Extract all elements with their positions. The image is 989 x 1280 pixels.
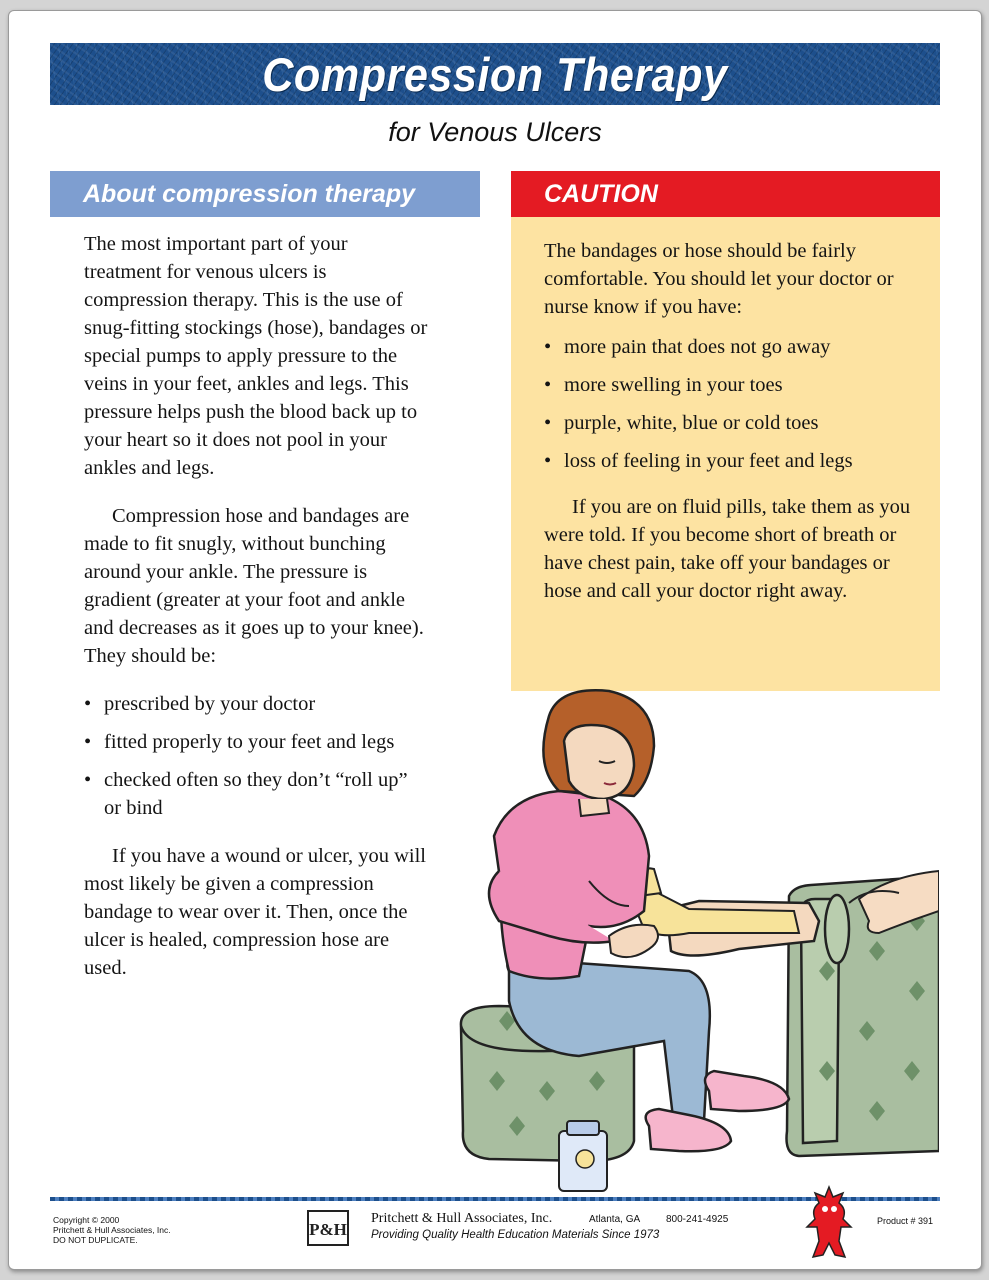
copyright-line: Pritchett & Hull Associates, Inc. bbox=[53, 1225, 171, 1235]
company-city: Atlanta, GA bbox=[589, 1214, 641, 1225]
caution-outro: If you are on fluid pills, take them as you were told. If you become short of breath or have chest pain, take off your bandages or hose and call your doctor right away. bbox=[544, 496, 911, 602]
about-paragraph-3: If you have a wound or ulcer, you will most likely be given a compression bandage to wear over it. Then, once the ulcer is healed, compression hose are used. bbox=[84, 845, 426, 979]
nurse-wrapping-foot-illustration bbox=[439, 671, 939, 1201]
powder-bottle-icon bbox=[559, 1121, 607, 1191]
copyright-block bbox=[53, 1215, 253, 1245]
ph-logo-icon bbox=[306, 1209, 354, 1249]
caution-heading: CAUTION bbox=[544, 180, 658, 208]
about-paragraph-1: The most important part of your treatment for venous ulcers is compression therapy. This is the use of snug-fitting stockings (hose), bandages or special pumps to apply pressure to the veins in your feet, ankles and legs. This pressure helps push the blood back up to your heart so it does not pool in your ankles and legs. bbox=[84, 233, 428, 479]
copyright-line: Copyright © 2000 bbox=[53, 1215, 120, 1225]
nurse-hands-icon bbox=[609, 925, 658, 957]
about-body bbox=[84, 230, 429, 1002]
company-phone: 800-241-4925 bbox=[666, 1214, 729, 1225]
company-name: Pritchett & Hull Associates, Inc. bbox=[371, 1211, 553, 1226]
product-number: Product # 391 bbox=[877, 1216, 934, 1226]
caution-intro: The bandages or hose should be fairly comfortable. You should let your doctor or nurse know if you have: bbox=[544, 240, 894, 318]
company-tagline: Providing Quality Health Education Materials Since 1973 bbox=[371, 1229, 660, 1241]
copyright-line: DO NOT DUPLICATE. bbox=[53, 1235, 138, 1245]
caution-body bbox=[544, 237, 924, 617]
about-paragraph-2: Compression hose and bandages are made to fit snugly, without bunching around your ankle. The pressure is gradient (greater at your foot and ankle and decreases as it goes up to your knee). They should be: bbox=[84, 505, 424, 667]
nurse-shoe-icon bbox=[705, 1071, 789, 1111]
caution-bullet: • more swelling in your toes bbox=[544, 371, 924, 399]
caution-bullet-list bbox=[544, 333, 924, 475]
caution-section-header bbox=[511, 171, 940, 217]
caution-bullet: • loss of feeling in your feet and legs bbox=[544, 447, 924, 475]
page-title: Compression Therapy bbox=[262, 47, 728, 101]
page-subtitle: for Venous Ulcers bbox=[388, 117, 602, 147]
title-banner bbox=[50, 43, 940, 105]
document-page bbox=[8, 10, 982, 1270]
nurse-shoe-icon bbox=[646, 1109, 731, 1151]
about-bullet-list bbox=[84, 690, 429, 822]
red-mascot-icon bbox=[799, 1183, 859, 1263]
caution-bullet: • more pain that does not go away bbox=[544, 333, 924, 361]
about-section-header bbox=[50, 171, 480, 217]
about-bullet: • prescribed by your doctor bbox=[84, 690, 429, 718]
about-bullet: • fitted properly to your feet and legs bbox=[84, 728, 429, 756]
caution-bullet: • purple, white, blue or cold toes bbox=[544, 409, 924, 437]
about-bullet: • checked often so they don’t “roll up” or bind bbox=[84, 766, 429, 822]
about-heading: About compression therapy bbox=[83, 180, 415, 208]
ph-logo-text: P&H bbox=[309, 1220, 347, 1239]
